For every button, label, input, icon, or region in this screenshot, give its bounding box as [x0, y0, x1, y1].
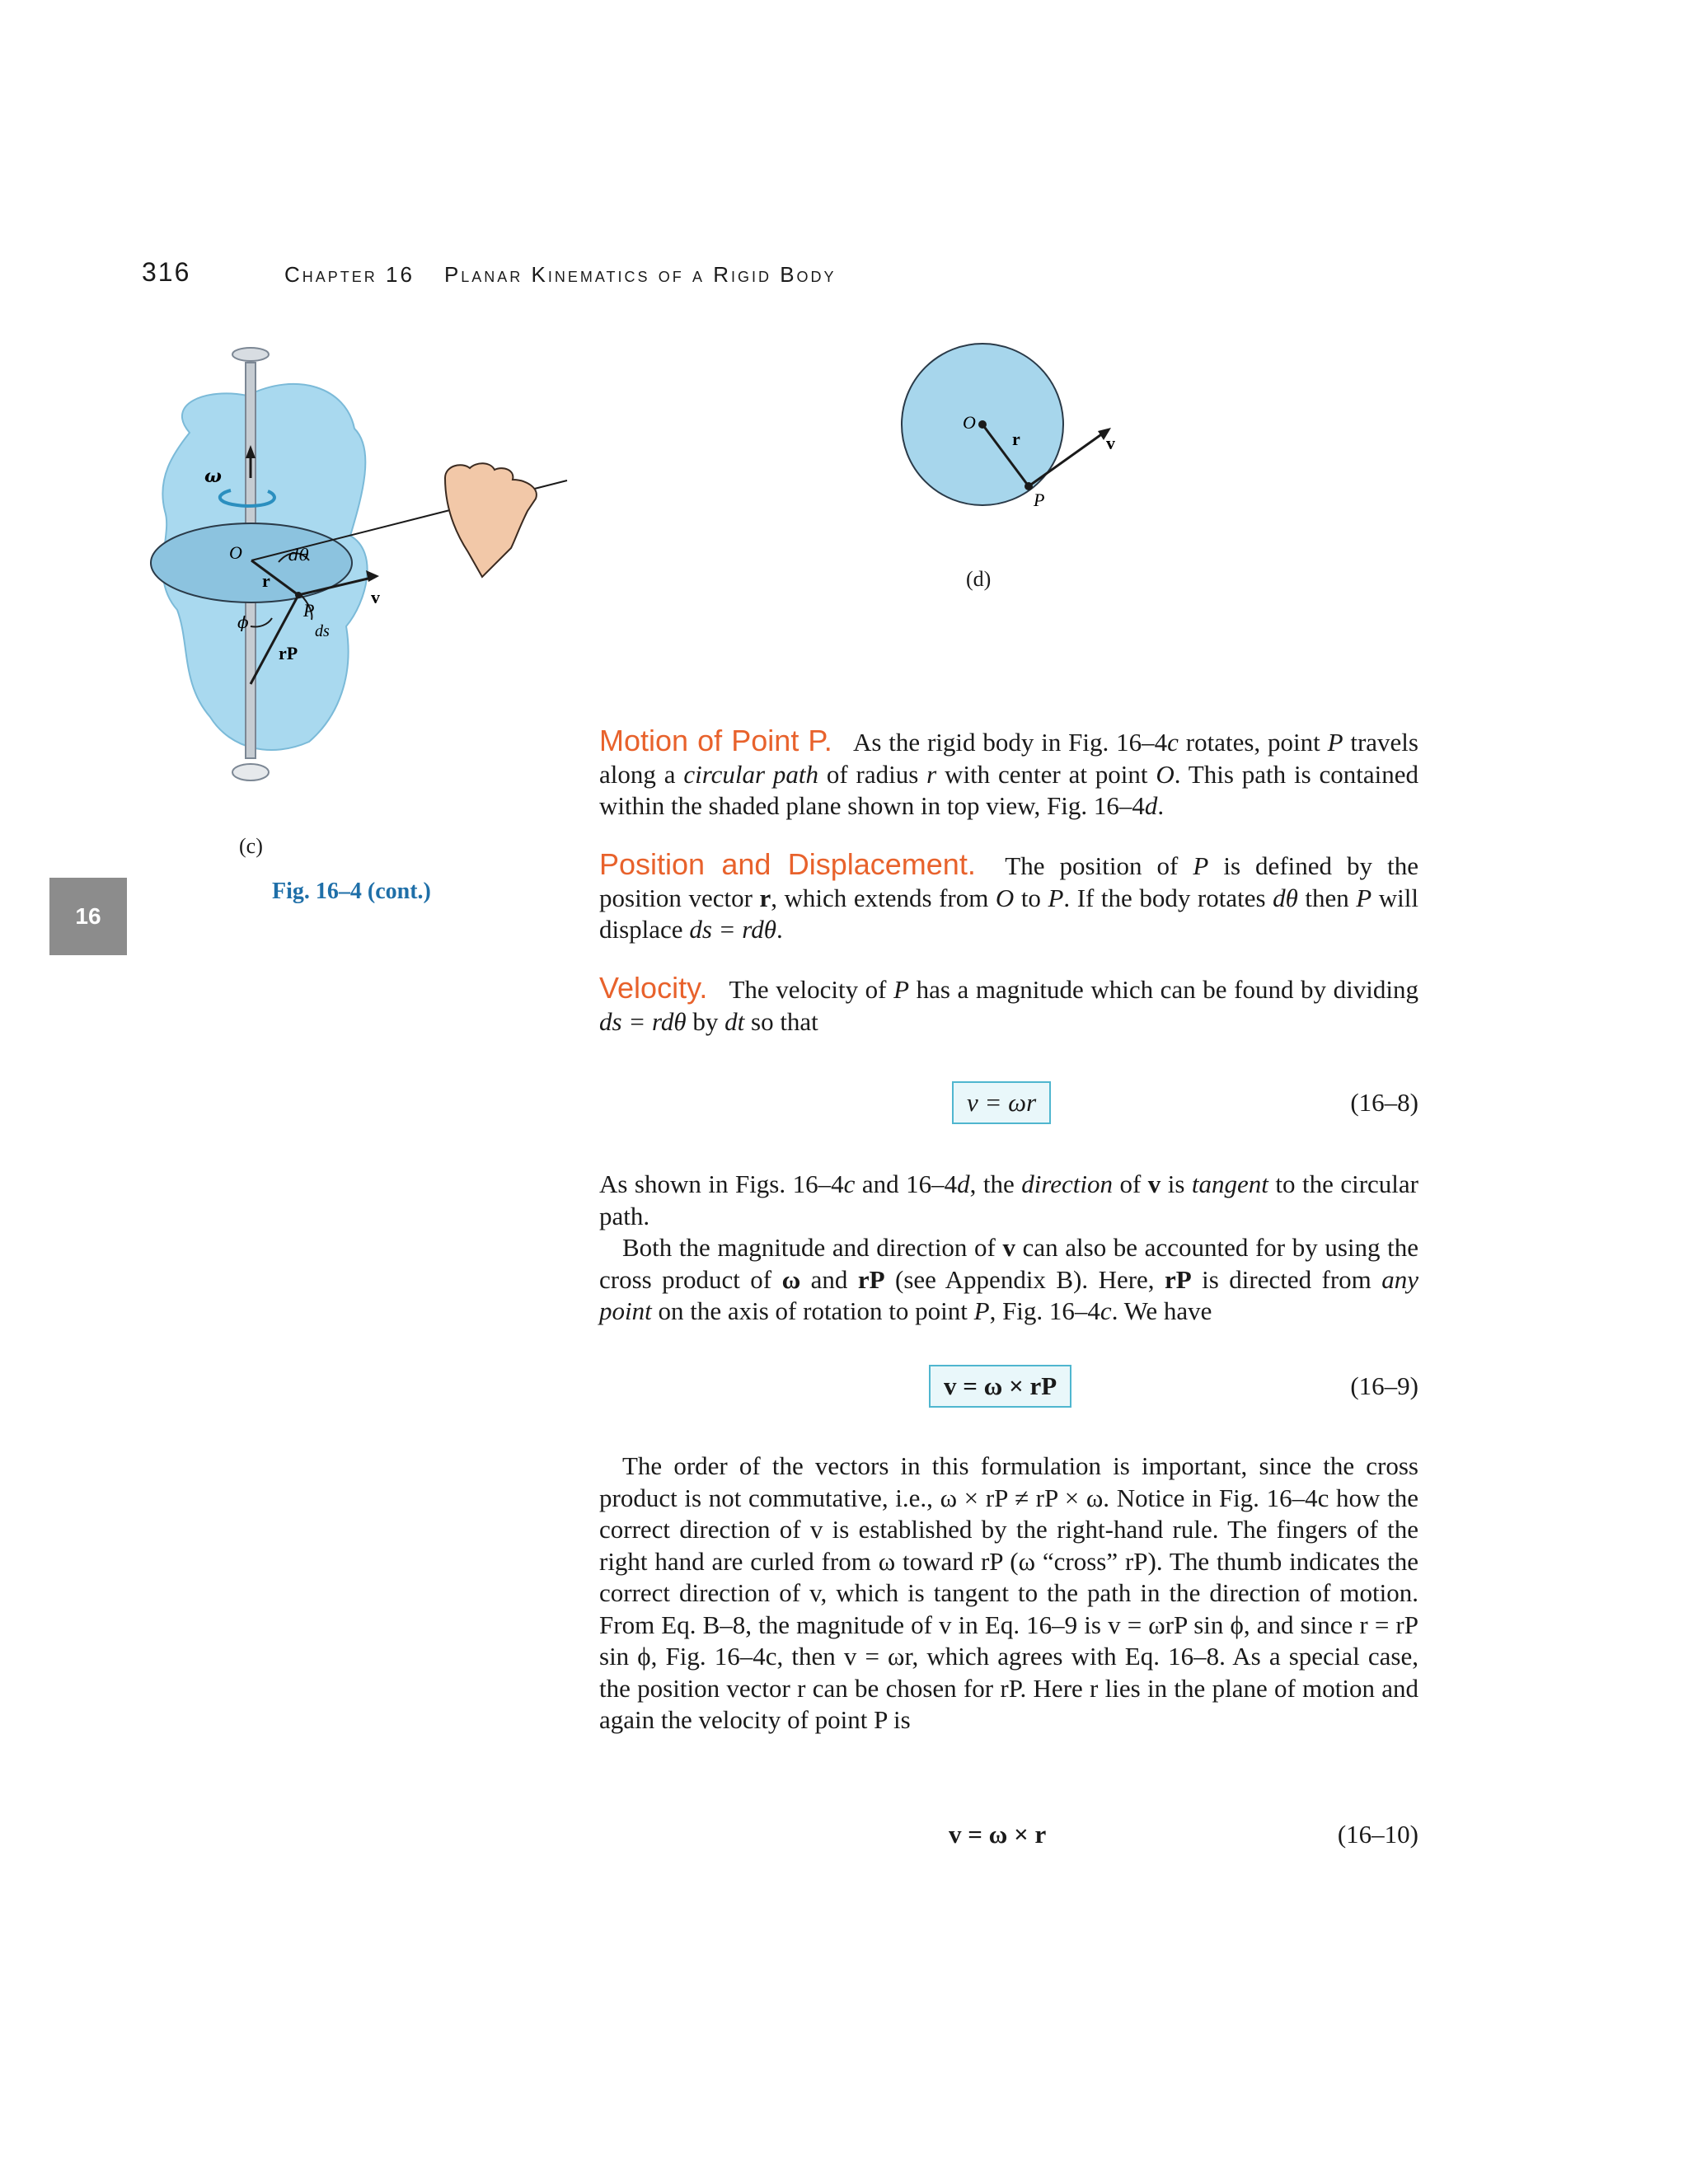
- text: As shown in Figs. 16–4: [599, 1169, 844, 1198]
- text: P: [1048, 883, 1064, 912]
- text: ds = rdθ: [689, 915, 776, 944]
- tangent-paragraph: [599, 1169, 1418, 1232]
- text: r: [759, 883, 771, 912]
- order-paragraph: The order of the vectors in this formulation is important, since the cross product is not commutative, i.e., ω × rP ≠ rP × ω. Notice in Fig. 16–4c how the correct direction of v is established by the right-hand rule. The fingers of the right hand are curled from ω toward rP (ω “cross” rP). The thumb indicates the correct direction of v, which is tangent to the path in the direction of motion. From Eq. B–8, the magnitude of v in Eq. 16–9 is v = ωrP sin ϕ, and since r = rP sin ϕ, Fig. 16–4c, then v = ωr, which agrees with Eq. 16–8. As a special case, the position vector r can be chosen for rP. Here r lies in the plane of motion and again the velocity of point P is: [599, 1451, 1418, 1734]
- P-label: P: [303, 600, 315, 621]
- text: The velocity of: [722, 975, 894, 1004]
- page-number: 316: [142, 257, 191, 287]
- ds-label: ds: [315, 622, 330, 640]
- text: any point: [599, 1264, 1419, 1325]
- text: and: [800, 1264, 858, 1294]
- position-heading: Position and Displacement.: [599, 847, 976, 881]
- text: is defined by the position vector: [599, 851, 1418, 912]
- omega-label: ω: [204, 466, 222, 487]
- chapter-label: Chapter 16: [284, 262, 415, 287]
- equation-number: (16–9): [1350, 1371, 1418, 1400]
- velocity-heading: Velocity.: [599, 971, 708, 1005]
- figure-d-label: (d): [966, 567, 992, 591]
- text: c: [1167, 728, 1179, 757]
- text: ds = rdθ: [599, 1006, 687, 1036]
- cross-paragraph: [599, 1232, 1418, 1328]
- O-label: O: [229, 542, 242, 563]
- motion-paragraph: [599, 725, 1418, 823]
- figure-c-label: (c): [239, 834, 263, 858]
- text: c: [1100, 1296, 1112, 1325]
- section-order: [599, 1451, 1418, 1736]
- text: .: [1157, 791, 1165, 820]
- equation-16-8: [599, 1081, 1418, 1124]
- text: The position of: [990, 851, 1193, 880]
- text: then: [1297, 883, 1357, 912]
- equation-16-9: [599, 1365, 1418, 1408]
- figure-c-rigid-body-illustration: [132, 330, 593, 824]
- rP-label: rP: [279, 643, 298, 663]
- r-label: r: [262, 570, 270, 591]
- text: c: [843, 1169, 856, 1198]
- text: circular path: [683, 759, 819, 789]
- text: will displace: [599, 883, 1418, 944]
- text: of radius: [818, 759, 927, 789]
- text: d: [957, 1169, 970, 1198]
- equation-number: (16–8): [1350, 1088, 1418, 1117]
- shaft-bottom-mount: [232, 764, 269, 780]
- text: direction: [1021, 1169, 1113, 1198]
- text: to the circular path.: [599, 1169, 1419, 1230]
- text: tangent: [1191, 1169, 1268, 1198]
- text: on the axis of rotation to point: [651, 1296, 974, 1325]
- v-label-top: v: [1106, 433, 1115, 453]
- figure-caption: Fig. 16–4 (cont.): [272, 879, 431, 904]
- text: r: [926, 759, 937, 789]
- text: As the rigid body in Fig. 16–4: [846, 728, 1168, 757]
- position-paragraph: [599, 849, 1418, 946]
- text: with center at point: [936, 759, 1156, 789]
- text: v: [1002, 1233, 1015, 1262]
- text: O: [995, 883, 1015, 912]
- running-head: [284, 262, 866, 288]
- text: can also be accounted for by using the cross product of: [599, 1233, 1419, 1294]
- text: P: [973, 1296, 990, 1325]
- text: is: [1160, 1169, 1192, 1198]
- text: of: [1112, 1169, 1148, 1198]
- text: has a magnitude which can be found by dividing: [909, 975, 1418, 1004]
- text: , the: [969, 1169, 1022, 1198]
- figure-d-top-view: [890, 330, 1137, 519]
- text: and 16–4: [855, 1169, 958, 1198]
- chapter-tab: 16: [49, 878, 127, 955]
- motion-heading: Motion of Point P.: [599, 724, 832, 757]
- text: is directed from: [1191, 1264, 1382, 1294]
- text: ω: [781, 1264, 801, 1294]
- text: , Fig. 16–4: [989, 1296, 1100, 1325]
- r-label-top: r: [1012, 429, 1020, 449]
- text: dt: [724, 1006, 745, 1036]
- text: Both the magnitude and direction of: [622, 1233, 1003, 1262]
- P-label-top: P: [1034, 490, 1045, 510]
- equation-expression: v = ω × r: [949, 1820, 1047, 1849]
- text: to: [1014, 883, 1048, 912]
- dtheta-label: dθ: [288, 545, 309, 565]
- equation-number: (16–10): [1337, 1820, 1418, 1849]
- section-position: [599, 849, 1418, 946]
- text: rP: [1165, 1264, 1192, 1294]
- equation-16-10: [599, 1813, 1418, 1856]
- text: . This path is contained within the shaded plane shown in top view, Fig. 16–4: [599, 759, 1418, 820]
- text: by: [686, 1006, 725, 1036]
- text: . We have: [1111, 1296, 1212, 1325]
- chapter-title: Planar Kinematics of a Rigid Body: [443, 262, 837, 287]
- text: d: [1144, 791, 1158, 820]
- text: . If the body rotates: [1063, 883, 1273, 912]
- text: .: [776, 915, 783, 944]
- text: , which extends from: [771, 883, 996, 912]
- text: v: [1147, 1169, 1161, 1198]
- phi-label: ϕ: [237, 612, 249, 632]
- section-velocity: [599, 972, 1418, 1038]
- shaft-top-mount: [232, 348, 269, 361]
- text: P: [1193, 851, 1209, 880]
- section-tangent: [599, 1169, 1418, 1328]
- equation-box: v = ω × rP: [929, 1365, 1071, 1408]
- v-label: v: [371, 587, 380, 607]
- text: so that: [744, 1006, 818, 1036]
- velocity-paragraph: [599, 972, 1418, 1038]
- section-motion: [599, 725, 1418, 823]
- text: P: [1327, 728, 1343, 757]
- text: P: [893, 975, 910, 1004]
- O-label-top: O: [963, 412, 976, 433]
- text: travels along a: [599, 728, 1418, 789]
- hand-illustration: [445, 463, 537, 577]
- equation-box: v = ωr: [952, 1081, 1051, 1124]
- text: P: [1356, 883, 1372, 912]
- text: O: [1156, 759, 1175, 789]
- text: rP: [857, 1264, 885, 1294]
- text: dθ: [1273, 883, 1298, 912]
- text: (see Appendix B). Here,: [884, 1264, 1165, 1294]
- text: rotates, point: [1178, 728, 1328, 757]
